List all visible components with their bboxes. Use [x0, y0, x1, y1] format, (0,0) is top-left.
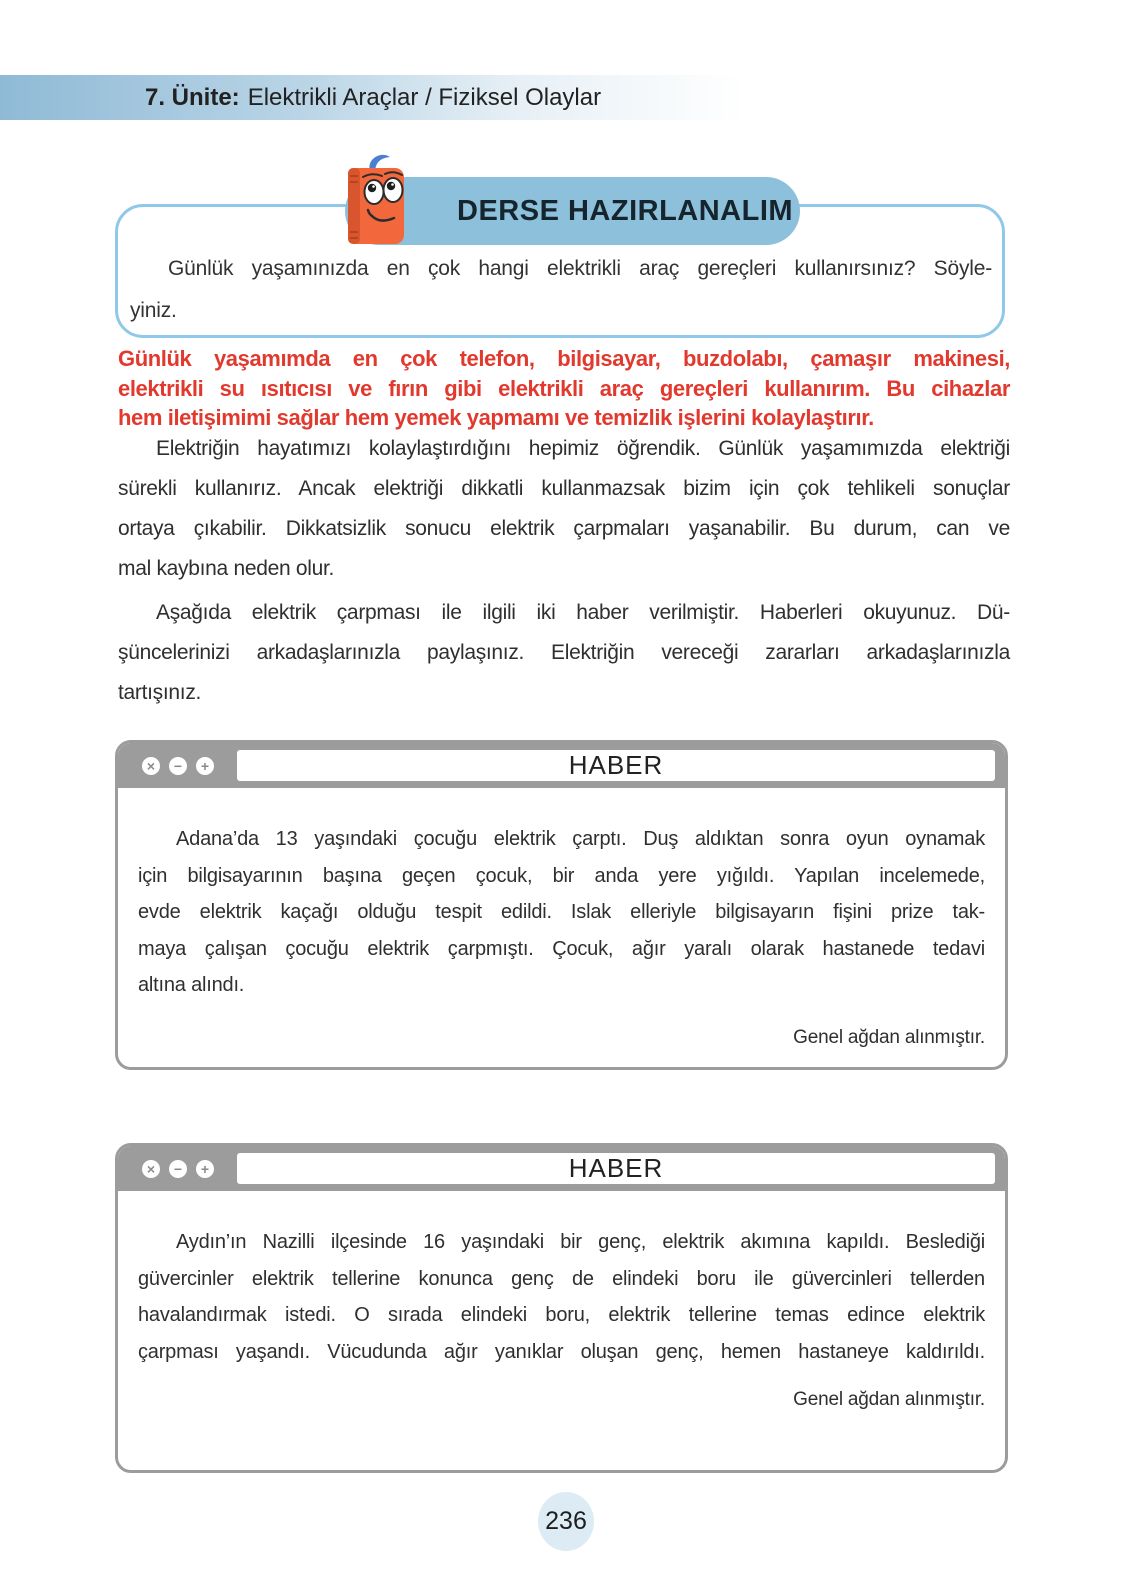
question-line-2: yiniz. [130, 299, 177, 322]
news2-titlebar [118, 1146, 1005, 1191]
answer-line-2: elektrikli su ısıtıcısı ve fırın gibi elektrikli araç gereçleri kullanırım. Bu cihazlar [118, 375, 1010, 401]
news2-line-3: havalandırmak istedi. O sırada elindeki boru, elektrik tellerine temas edince elektrik [138, 1304, 985, 1326]
news2-title: HABER [568, 1153, 664, 1183]
minimize-icon: − [169, 757, 187, 775]
question-line-1: Günlük yaşamınızda en çok hangi elektrikli araç gereçleri kullanırsınız? Söyle- [168, 257, 992, 280]
news1-line-3: evde elektrik kaçağı olduğu tespit edildi. Islak elleriyle bilgisayarın fişini prize tak- [138, 901, 985, 923]
page-number: 236 [545, 1507, 587, 1535]
prepare-title: DERSE HAZIRLANALIM [457, 194, 794, 227]
page-number-badge [538, 1492, 594, 1551]
news1-line-4: maya çalışan çocuğu elektrik çarpmıştı. Çocuk, ağır yaralı olarak hastanede tedavi [138, 937, 985, 960]
news2-line-2: güvercinler elektrik tellerine konunca genç de elindeki boru ile güvercinleri tellerden [138, 1267, 985, 1290]
zoom-icon: + [196, 1160, 214, 1178]
instruction-paragraph [118, 593, 1010, 713]
news2-line-4: çarpması yaşandı. Vücudunda ağır yanıklar oluşan genç, hemen hastaneye kaldırıldı. [138, 1340, 985, 1363]
answer-line-3: hem iletişimimi sağlar hem yemek yapmamı ve temizlik işlerini kolaylaştırır. [118, 405, 874, 430]
news2-window-controls [142, 1160, 214, 1178]
unit-label: 7. Ünite: [145, 84, 240, 111]
intro-paragraph [118, 429, 1010, 589]
news1-source: Genel ağdan alınmıştır. [793, 1026, 985, 1048]
question-text [130, 248, 992, 332]
book-mascot-icon [336, 150, 420, 250]
news2-title-field [237, 1153, 995, 1184]
intro-line-1: Elektriğin hayatımızı kolaylaştırdığını hepimiz öğrendik. Günlük yaşamımızda elektriği [156, 437, 1010, 460]
news2-source: Genel ağdan alınmıştır. [793, 1389, 985, 1410]
close-icon: × [142, 1160, 160, 1178]
news1-window-controls [142, 757, 214, 775]
news-window-2 [115, 1143, 1008, 1473]
minimize-icon: − [169, 1160, 187, 1178]
unit-header-band [0, 75, 745, 120]
close-icon: × [142, 757, 160, 775]
news1-line-5: altına alındı. [138, 974, 245, 996]
news1-title: HABER [568, 750, 664, 780]
zoom-icon: + [196, 757, 214, 775]
news2-line-1: Aydın’ın Nazilli ilçesinde 16 yaşındaki bir genç, elektrik akımına kapıldı. Beslediği [176, 1231, 985, 1253]
unit-title: Elektrikli Araçlar / Fiziksel Olaylar [247, 84, 602, 111]
instruction-line-3: tartışınız. [118, 681, 202, 704]
unit-header-text [145, 75, 601, 120]
news1-titlebar [118, 743, 1005, 788]
news1-body [118, 788, 1005, 1056]
answer-line-1: Günlük yaşamımda en çok telefon, bilgisayar, buzdolabı, çamaşır makinesi, [118, 346, 1010, 371]
news1-line-1: Adana’da 13 yaşındaki çocuğu elektrik çarptı. Duş aldıktan sonra oyun oynamak [176, 828, 985, 850]
intro-line-4: mal kaybına neden olur. [118, 557, 335, 580]
news2-body [118, 1191, 1005, 1419]
intro-line-3: ortaya çıkabilir. Dikkatsizlik sonucu elektrik çarpmaları yaşanabilir. Bu durum, can ve [118, 517, 1010, 540]
news-window-1 [115, 740, 1008, 1070]
instruction-line-1: Aşağıda elektrik çarpması ile ilgili iki haber verilmiştir. Haberleri okuyunuz. Dü- [156, 601, 1010, 624]
intro-line-2: sürekli kullanırız. Ancak elektriği dikkatli kullanmazsak bizim için çok tehlikeli sonuçlar [118, 477, 1010, 500]
news1-line-2: için bilgisayarının başına geçen çocuk, bir anda yere yığıldı. Yapılan incelemede, [138, 864, 985, 887]
news1-title-field [237, 750, 995, 781]
answer-text [118, 344, 1010, 438]
instruction-line-2: şüncelerinizi arkadaşlarınızla paylaşınız. Elektriğin vereceği zararları arkadaşlarınızla [118, 641, 1010, 664]
